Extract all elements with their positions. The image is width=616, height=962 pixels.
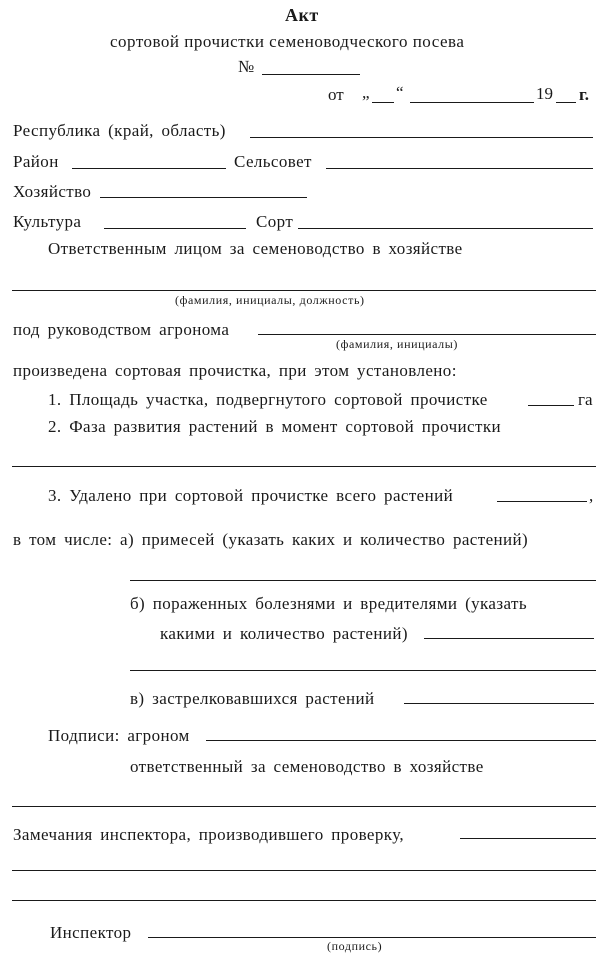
inspector-remarks-field-3[interactable] (12, 900, 596, 901)
date-year-field[interactable] (556, 102, 576, 103)
item-including-text: в том числе: а) примесей (указать каких и количество растений) (13, 530, 529, 549)
performed-text: произведена сортовая прочистка, при этом установлено: (13, 361, 457, 380)
number-label: № (238, 57, 255, 76)
item-diseased-field-1[interactable] (424, 638, 594, 639)
signatures-label: Подписи: агроном (48, 726, 190, 745)
inspector-remarks-field-1[interactable] (460, 838, 596, 839)
item-area-field[interactable] (528, 405, 574, 406)
date-month-field[interactable] (410, 102, 534, 103)
date-day-field[interactable] (372, 102, 394, 103)
item-removed-field[interactable] (497, 501, 587, 502)
item-diseased-text-2: какими и количество растений) (160, 624, 408, 643)
item-area-text: 1. Площадь участка, подвергнутого сортовой прочистке (48, 390, 488, 409)
number-field[interactable] (262, 74, 360, 75)
variety-field[interactable] (298, 228, 593, 229)
date-quote-open: „ (362, 83, 370, 102)
district-field[interactable] (72, 168, 226, 169)
item-phase-field[interactable] (12, 466, 596, 467)
inspector-remarks-field-2[interactable] (12, 870, 596, 871)
village-council-label: Сельсовет (234, 152, 312, 171)
crop-field[interactable] (104, 228, 246, 229)
republic-field[interactable] (250, 137, 593, 138)
responsible-text: Ответственным лицом за семеноводство в хозяйстве (48, 239, 463, 258)
date-from-label: от (328, 85, 344, 104)
signatures-responsible-text: ответственный за семеноводство в хозяйстве (130, 757, 484, 776)
inspector-signature-field[interactable] (148, 937, 596, 938)
item-impurities-field[interactable] (130, 580, 596, 581)
agronomist-caption: (фамилия, инициалы) (336, 337, 459, 351)
agronomist-signature-field[interactable] (206, 740, 596, 741)
item-bolted-field[interactable] (404, 703, 594, 704)
date-year-prefix: 19 (536, 84, 553, 103)
village-council-field[interactable] (326, 168, 593, 169)
item-diseased-text-1: б) пораженных болезнями и вредителями (указать (130, 594, 527, 613)
inspector-remarks-text: Замечания инспектора, производившего проверку, (13, 825, 405, 844)
responsible-signature-field[interactable] (12, 806, 596, 807)
item-phase-text: 2. Фаза развития растений в момент сортовой прочистки (48, 417, 501, 436)
date-quote-close: “ (396, 83, 404, 102)
crop-label: Культура (13, 212, 82, 231)
item-area-unit: га (578, 390, 593, 409)
document-title: Акт (285, 5, 319, 25)
item-removed-comma: , (589, 486, 594, 505)
agronomist-field[interactable] (258, 334, 596, 335)
agronomist-text: под руководством агронома (13, 320, 230, 339)
item-bolted-text: в) застрелковавшихся растений (130, 689, 375, 708)
republic-label: Республика (край, область) (13, 121, 226, 140)
variety-label: Сорт (256, 212, 294, 231)
document-subtitle: сортовой прочистки семеноводческого посева (110, 32, 465, 51)
responsible-field[interactable] (12, 290, 596, 291)
farm-label: Хозяйство (13, 182, 92, 201)
district-label: Район (13, 152, 59, 171)
item-removed-text: 3. Удалено при сортовой прочистке всего растений (48, 486, 454, 505)
responsible-caption: (фамилия, инициалы, должность) (175, 293, 365, 307)
date-year-suffix: г. (579, 85, 590, 104)
item-diseased-field-2[interactable] (130, 670, 596, 671)
inspector-caption: (подпись) (327, 939, 383, 953)
inspector-label: Инспектор (50, 923, 132, 942)
farm-field[interactable] (100, 197, 307, 198)
